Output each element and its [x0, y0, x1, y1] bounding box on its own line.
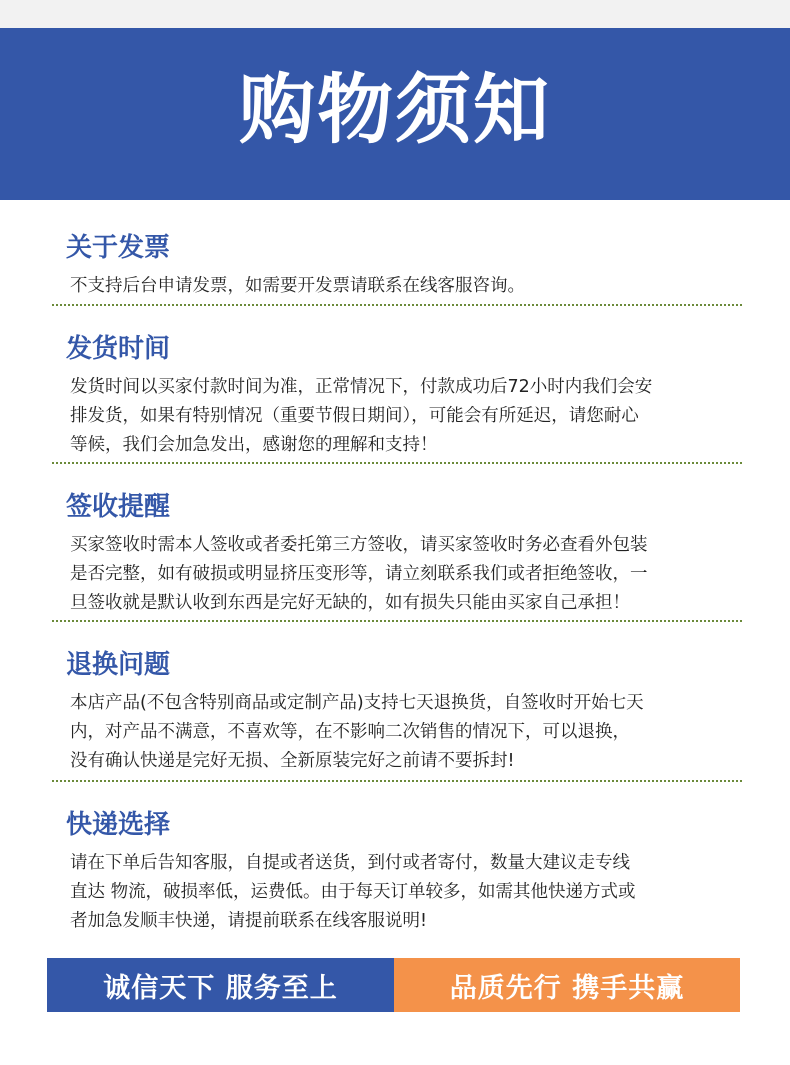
section-heading: 快递选择 [66, 810, 171, 840]
footer-slogan-right [394, 958, 740, 1012]
section-line: 排发货，如果有特别情况（重要节假日期间），可能会有所延迟，请您耐心 [70, 406, 639, 426]
section-heading: 退换问题 [66, 650, 171, 680]
page-title: 购物须知 [239, 65, 551, 154]
section-line: 是否完整，如有破损或明显挤压变形等，请立刻联系我们或者拒绝签收，一 [70, 564, 648, 584]
header-banner [0, 28, 790, 200]
top-strip [0, 0, 790, 28]
section-line: 发货时间以买家付款时间为准，正常情况下，付款成功后72小时内我们会安 [70, 377, 653, 397]
section-heading: 发货时间 [66, 334, 171, 364]
footer-slogan-right-text: 品质先行 携手共赢 [449, 972, 685, 1004]
section-divider [52, 620, 742, 622]
footer-slogan-left-text: 诚信天下 服务至上 [103, 972, 338, 1004]
footer-slogan-bar [47, 958, 740, 1012]
section-body [70, 531, 742, 618]
section-divider [52, 304, 742, 306]
section-heading: 签收提醒 [66, 492, 171, 522]
section-body [70, 849, 742, 936]
section-line: 买家签收时需本人签收或者委托第三方签收，请买家签收时务必查看外包装 [70, 535, 648, 555]
section-line: 内，对产品不满意，不喜欢等，在不影响二次销售的情况下，可以退换， [70, 722, 630, 742]
section-line: 请在下单后告知客服，自提或者送货，到付或者寄付，数量大建议走专线 [70, 853, 630, 873]
footer-slogan-left [47, 958, 394, 1012]
section-body [70, 689, 742, 776]
section-line: 等候，我们会加急发出，感谢您的理解和支持！ [70, 435, 438, 455]
section-body [70, 272, 742, 301]
section-line: 旦签收就是默认收到东西是完好无缺的，如有损失只能由买家自己承担！ [70, 593, 630, 613]
section-divider [52, 780, 742, 782]
section-heading: 关于发票 [66, 233, 171, 263]
section-divider [52, 462, 742, 464]
section-line: 没有确认快递是完好无损、全新原装完好之前请不要拆封! [70, 751, 515, 771]
section-line: 直达 物流，破损率低，运费低。由于每天订单较多，如需其他快递方式或 [70, 882, 636, 902]
section-body [70, 373, 742, 460]
section-line: 不支持后台申请发票，如需要开发票请联系在线客服咨询。 [70, 276, 525, 296]
section-line: 者加急发顺丰快递，请提前联系在线客服说明! [70, 911, 428, 931]
section-line: 本店产品(不包含特别商品或定制产品)支持七天退换货，自签收时开始七天 [70, 693, 644, 713]
